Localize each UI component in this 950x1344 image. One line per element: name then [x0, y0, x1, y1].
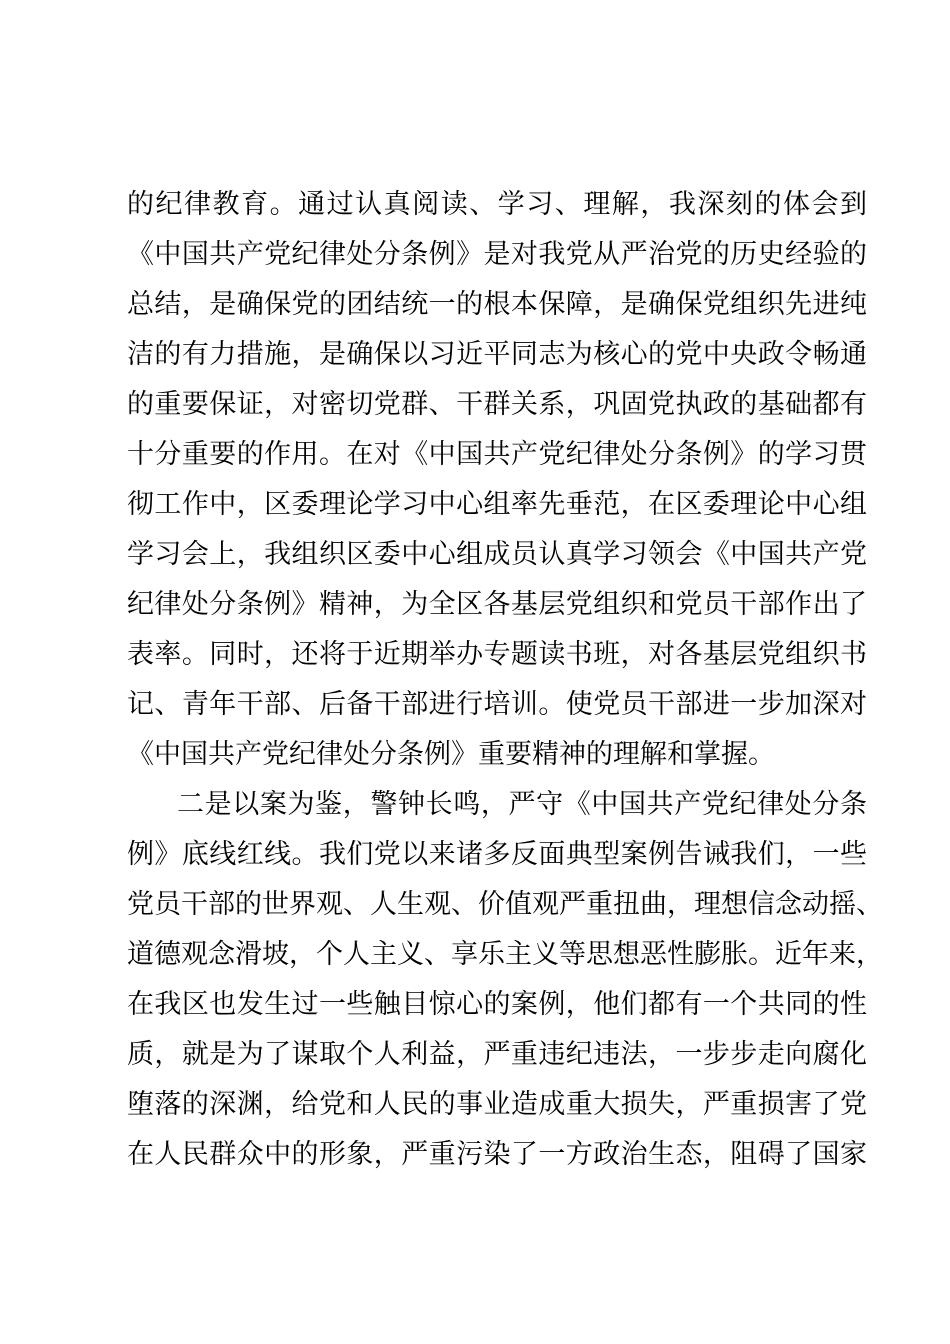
- text-line-3: 总结，是确保党的团结统一的根本保障，是确保党组织先进纯: [127, 289, 867, 320]
- text-line-19: 堕落的深渊，给党和人民的事业造成重大损失，严重损害了党: [127, 1089, 867, 1120]
- text-line-4: 洁的有力措施，是确保以习近平同志为核心的党中央政令畅通: [127, 339, 867, 370]
- text-line-15: 党员干部的世界观、人生观、价值观严重扭曲，理想信念动摇、: [127, 889, 883, 920]
- text-line-2: 《中国共产党纪律处分条例》是对我党从严治党的历史经验的: [127, 239, 867, 270]
- text-line-5: 的重要保证，对密切党群、干群关系，巩固党执政的基础都有: [127, 389, 867, 420]
- text-line-10: 表率。同时，还将于近期举办专题读书班，对各基层党组织书: [127, 639, 867, 670]
- text-line-9: 纪律处分条例》精神，为全区各基层党组织和党员干部作出了: [127, 589, 867, 620]
- text-line-7: 彻工作中，区委理论学习中心组率先垂范，在区委理论中心组: [127, 489, 867, 520]
- body-text: [127, 180, 883, 1180]
- text-line-13: 二是以案为鉴，警钟长鸣，严守《中国共产党纪律处分条: [177, 789, 867, 820]
- text-line-8: 学习会上，我组织区委中心组成员认真学习领会《中国共产党: [127, 539, 867, 570]
- text-line-6: 十分重要的作用。在对《中国共产党纪律处分条例》的学习贯: [127, 439, 867, 470]
- text-line-16: 道德观念滑坡，个人主义、享乐主义等思想恶性膨胀。近年来，: [127, 939, 883, 970]
- text-line-17: 在我区也发生过一些触目惊心的案例，他们都有一个共同的性: [127, 989, 867, 1020]
- text-line-1: 的纪律教育。通过认真阅读、学习、理解，我深刻的体会到: [127, 189, 867, 220]
- text-line-12: 《中国共产党纪律处分条例》重要精神的理解和掌握。: [127, 739, 775, 770]
- text-line-18: 质，就是为了谋取个人利益，严重违纪违法，一步步走向腐化: [127, 1039, 867, 1070]
- text-line-20: 在人民群众中的形象，严重污染了一方政治生态，阻碍了国家: [127, 1139, 867, 1170]
- text-line-14: 例》底线红线。我们党以来诸多反面典型案例告诫我们，一些: [127, 839, 867, 870]
- text-line-11: 记、青年干部、后备干部进行培训。使党员干部进一步加深对: [127, 689, 867, 720]
